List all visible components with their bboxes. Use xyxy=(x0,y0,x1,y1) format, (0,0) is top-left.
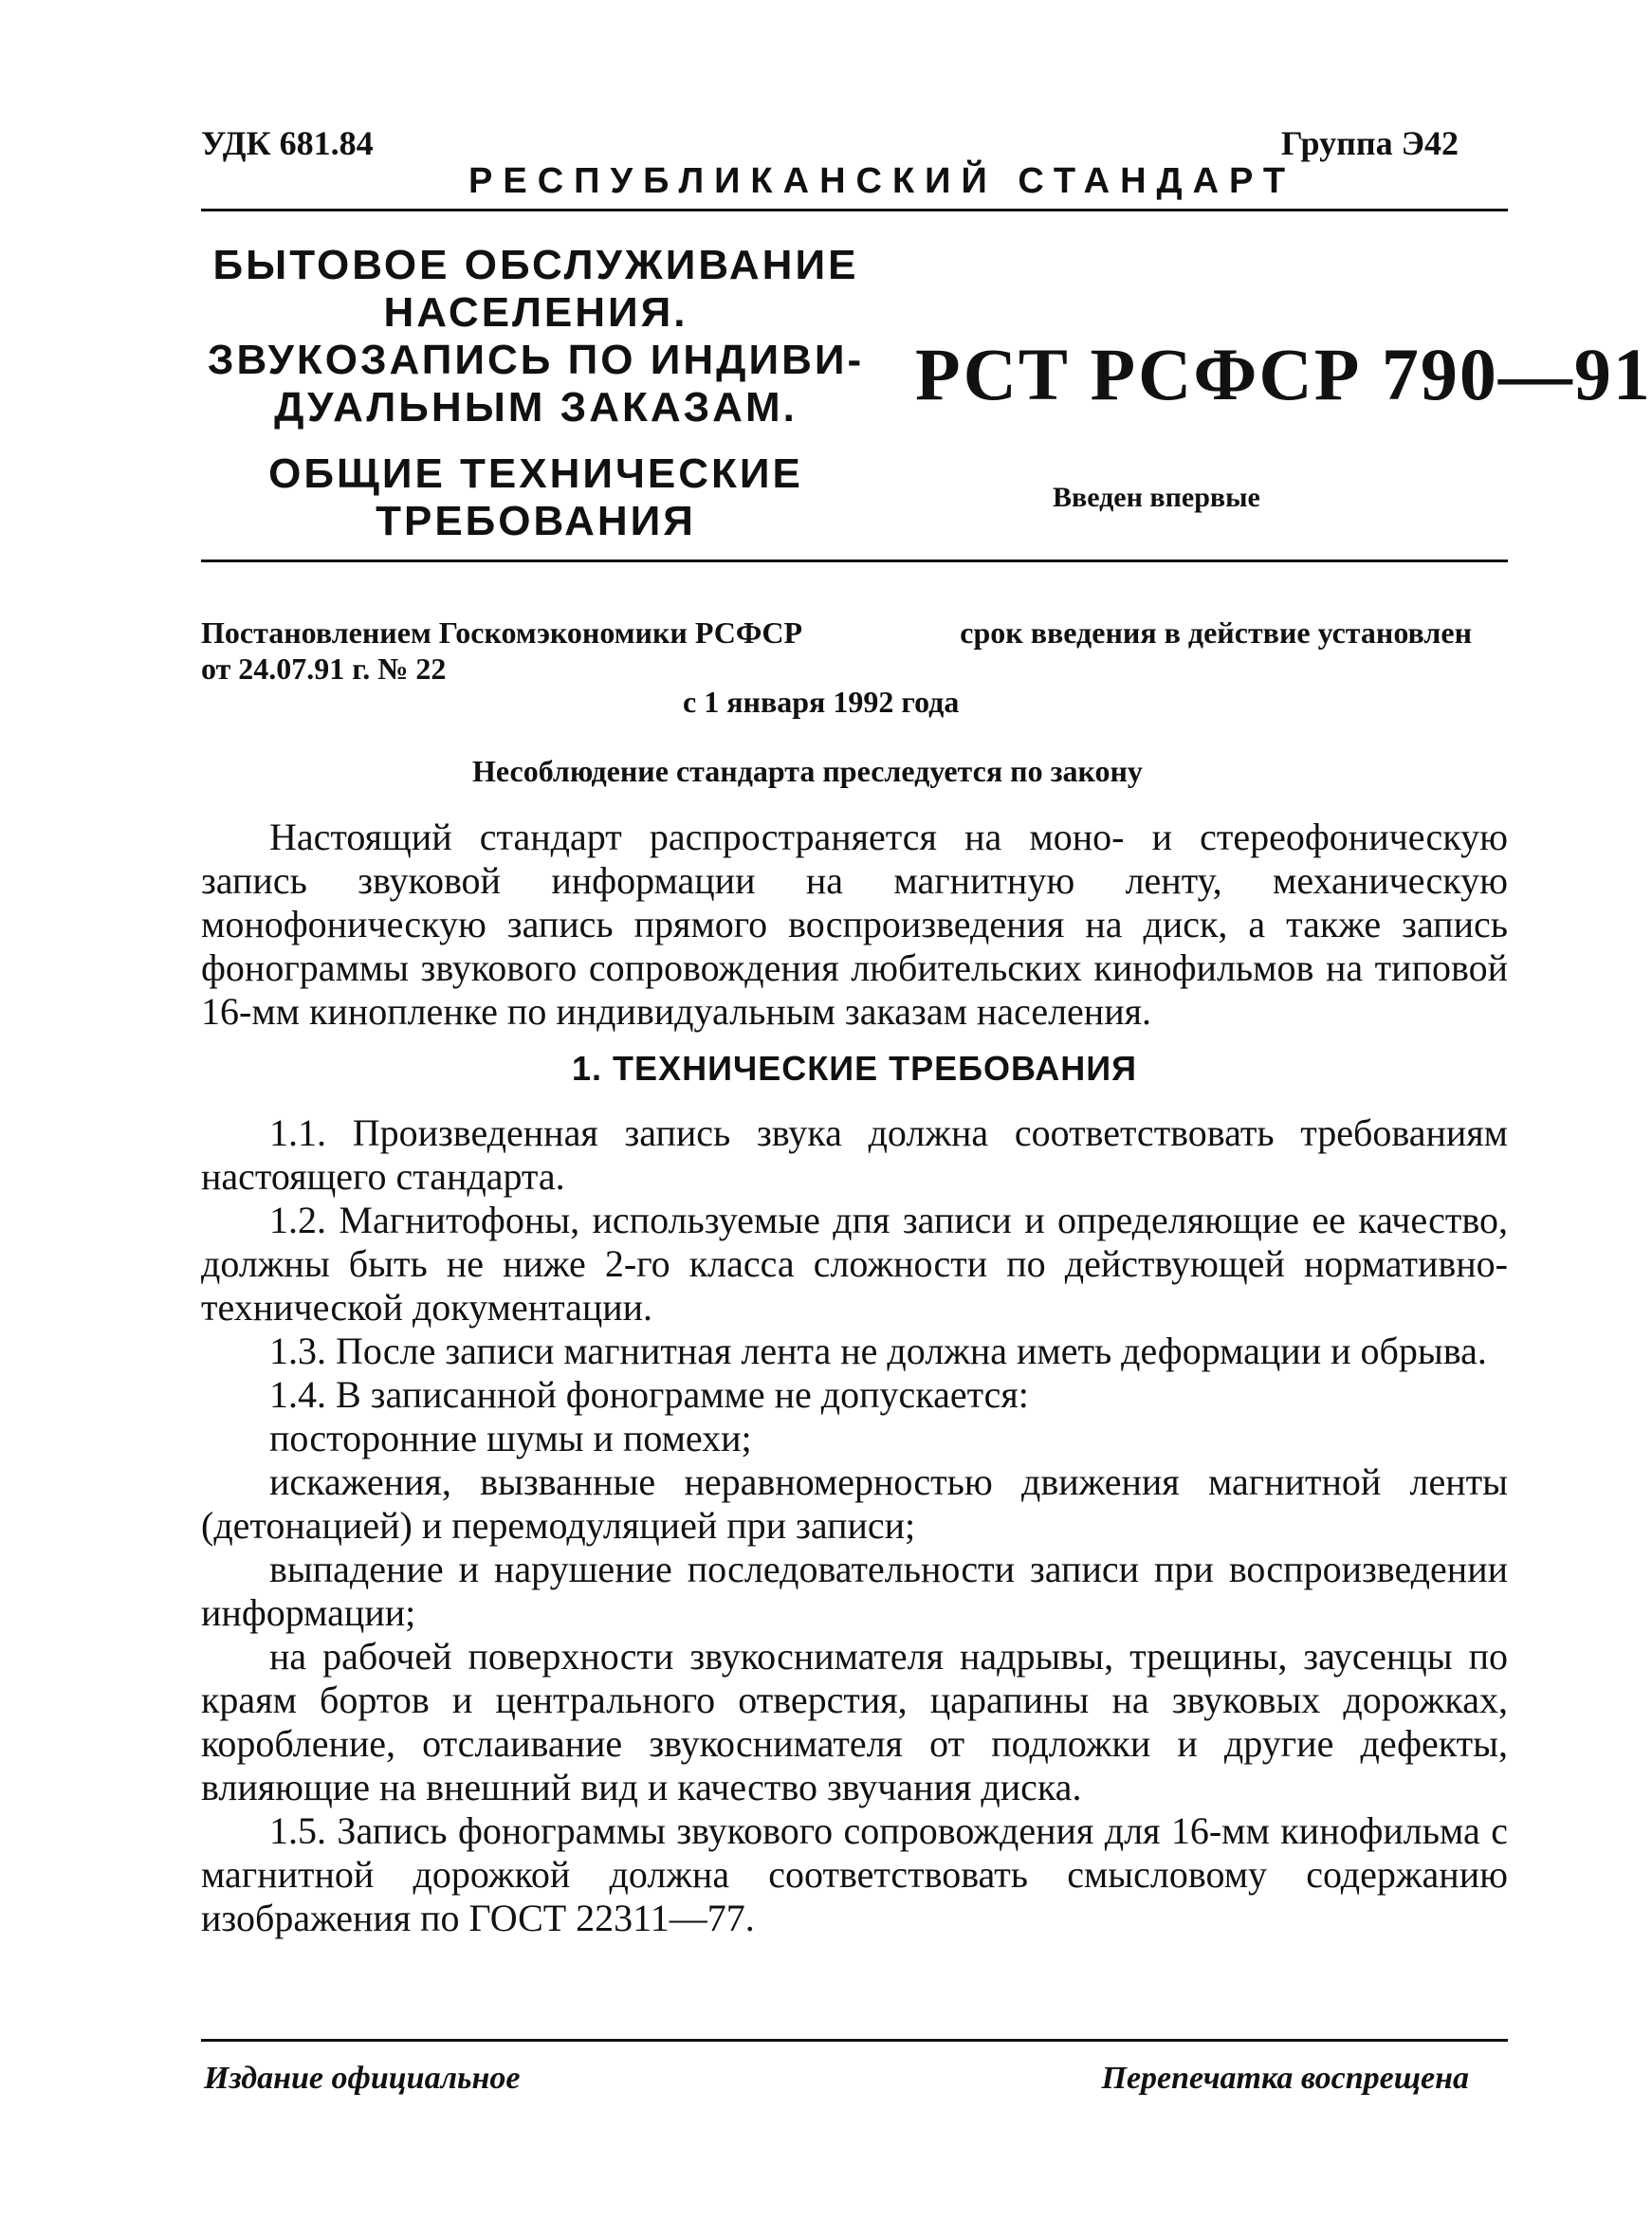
clause-subitem: посторонние шумы и помехи; xyxy=(269,1417,752,1459)
clause-subitem: искажения, вызванные неравномерностью движения магнитной ленты (детонацией) и перемодуляцией при записи; xyxy=(201,1460,1508,1547)
footer-divider xyxy=(201,2039,1508,2042)
title-divider xyxy=(201,560,1508,562)
footer-reprint-prohibited: Перепечатка воспрещена xyxy=(1101,2061,1469,2096)
document-body xyxy=(201,816,1508,1940)
title-line: ТРЕБОВАНИЯ xyxy=(376,498,696,544)
title-line: ДУАЛЬНЫМ ЗАКАЗАМ. xyxy=(274,384,798,431)
clause: 1.4. В записанной фонограмме не допускается: xyxy=(269,1373,1029,1416)
footer-official-edition: Издание официальное xyxy=(204,2061,521,2096)
document-title xyxy=(171,242,901,545)
standard-number: РСТ РСФСР 790—91 xyxy=(915,333,1652,415)
decree-effective-label: срок введения в действие установлен xyxy=(960,615,1472,650)
republic-standard-heading: РЕСПУБЛИКАНСКИЙ СТАНДАРТ xyxy=(468,161,1296,201)
clause-subitem: на рабочей поверхности звукоснимателя надрывы, трещины, заусенцы по краям бортов и центрального отверстия, царапины на звуковых дорожках, коробление, отслаивание звукоснимателя от подложки и другие дефекты, влияющие на внешний вид и качество звучания диска. xyxy=(201,1635,1508,1808)
clause: 1.2. Магнитофоны, используемые дпя записи и определяющие ее качество, должны быть не ниже 2-го класса сложности по действующей нормативно-технической документации. xyxy=(201,1199,1508,1329)
decree-text: Постановлением Госкомэкономики РСФСР xyxy=(201,615,803,650)
header-divider xyxy=(201,209,1508,211)
title-line: НАСЕЛЕНИЯ. xyxy=(383,289,688,336)
clause: 1.5. Запись фонограммы звукового сопровождения для 16-мм кинофильма с магнитной дорожкой должна соответствовать смысловому содержанию изображения по ГОСТ 22311—77. xyxy=(201,1809,1508,1939)
clause: 1.3. После записи магнитная лента не должна иметь деформации и обрыва. xyxy=(269,1330,1487,1372)
intro-paragraph: Настоящий стандарт распространяется на моно- и стереофоническую запись звуковой информации на магнитную ленту, механическую монофоническую запись прямого воспроизведения на диск, а также запись фонограммы звукового сопровождения любительских кинофильмов на типовой 16-мм кинопленке по индивидуальным заказам населения. xyxy=(201,816,1508,1033)
title-line: ЗВУКОЗАПИСЬ ПО ИНДИВИ- xyxy=(207,337,865,383)
introduced-note: Введен впервые xyxy=(1053,482,1260,513)
decree-date: от 24.07.91 г. № 22 xyxy=(201,651,447,686)
group-code: Группа Э42 xyxy=(1280,124,1459,162)
effective-date: с 1 января 1992 года xyxy=(683,685,960,719)
decree-block xyxy=(201,615,1472,687)
title-line: ОБЩИЕ ТЕХНИЧЕСКИЕ xyxy=(268,450,803,497)
section-heading: 1. ТЕХНИЧЕСКИЕ ТРЕБОВАНИЯ xyxy=(572,1049,1137,1088)
clause: 1.1. Произведенная запись звука должна соответствовать требованиям настоящего стандарта. xyxy=(201,1111,1508,1198)
clause-subitem: выпадение и нарушение последовательности записи при воспроизведении информации; xyxy=(201,1548,1508,1634)
udk-code: УДК 681.84 xyxy=(201,124,374,162)
title-line: БЫТОВОЕ ОБСЛУЖИВАНИЕ xyxy=(212,242,859,288)
noncompliance-note: Несоблюдение стандарта преследуется по закону xyxy=(472,754,1143,788)
